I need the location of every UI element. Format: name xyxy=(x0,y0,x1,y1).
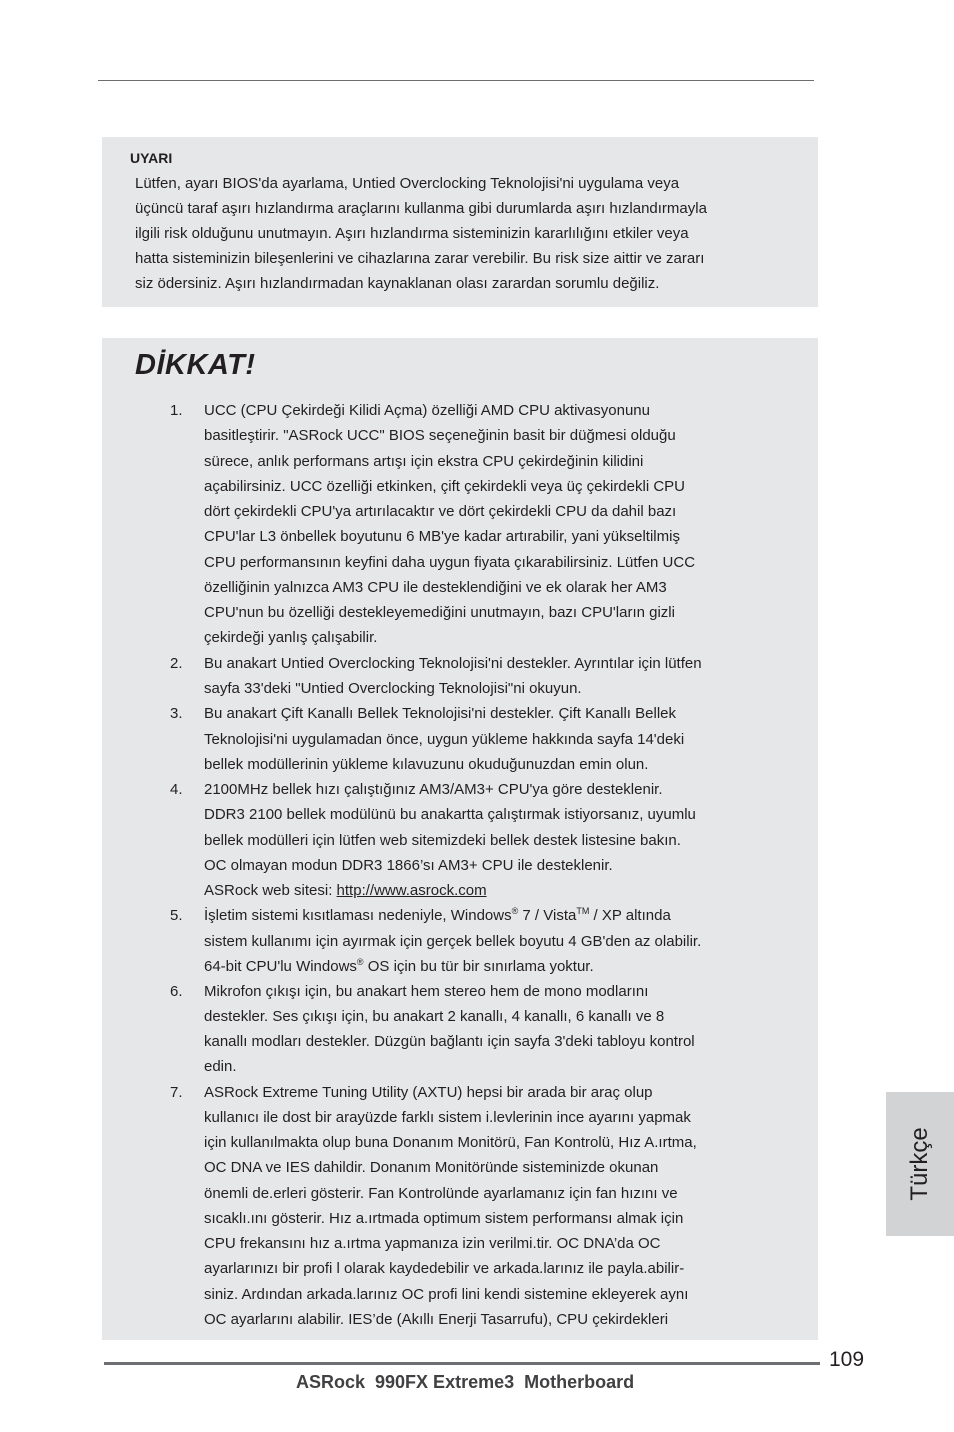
top-divider xyxy=(98,80,814,81)
list-item-line: bellek modüllerinin yükleme kılavuzunu okuduğunuzdan emin olun. xyxy=(204,756,649,773)
list-item-line: Bu anakart Çift Kanallı Bellek Teknolojisi'ni destekler. Çift Kanallı Bellek xyxy=(204,705,676,722)
list-item-line: dört çekirdekli CPU'ya artırılacaktır ve dört çekirdekli CPU da dahil bazı xyxy=(204,503,677,520)
list-item-line: için kullanılmakta olup buna Donanım Monitörü, Fan Kontrolü, Hız A.ırtma, xyxy=(204,1134,697,1151)
list-item-line: CPU'lar L3 önbellek boyutunu 6 MB'ye kadar artırabilir, yani yükseltilmiş xyxy=(204,528,680,545)
asrock-website-link[interactable]: http://www.asrock.com xyxy=(336,882,487,899)
list-item-line: sürece, anlık performans artışı için ekstra CPU çekirdeğinin kilidini xyxy=(204,453,644,470)
list-item-line: siniz. Ardından arkada.larınız OC profi lini kendi sistemine ekleyerek aynı xyxy=(204,1286,689,1303)
list-item-line xyxy=(204,907,671,924)
language-tab-label: Türkçe xyxy=(906,1127,933,1201)
list-item-line: DDR3 2100 bellek modülünü bu anakartta çalıştırmak istiyorsanız, uyumlu xyxy=(204,806,696,823)
os-text: OS için bu tür bir sınırlama yoktur. xyxy=(363,958,594,975)
list-item-line: özelliğinin yalnızca AM3 CPU ile desteklendiğini ve ek olarak her AM3 xyxy=(204,579,667,596)
page-number: 109 xyxy=(829,1348,865,1371)
caution-title: DİKKAT! xyxy=(135,349,256,381)
list-number: 7. xyxy=(170,1084,183,1101)
list-item-line: bellek modülleri için lütfen web sitemizdeki bellek destek listesine bakın. xyxy=(204,832,681,849)
list-item-line xyxy=(204,882,487,899)
list-item-line: OC DNA ve IES dahildir. Donanım Monitöründe sisteminizde okunan xyxy=(204,1159,659,1176)
list-item-line: sistem kullanımı için ayırmak için gerçek bellek boyutu 4 GB'den az olabilir. xyxy=(204,933,702,950)
list-item-line: açabilirsiniz. UCC özelliği etkinken, çift çekirdekli veya üç çekirdekli CPU xyxy=(204,478,685,495)
list-number: 4. xyxy=(170,781,183,798)
list-number: 3. xyxy=(170,705,183,722)
os-text: İşletim sistemi kısıtlaması nedeniyle, Windows xyxy=(204,907,512,924)
list-item-line: CPU frekansını hız a.ırtma yapmanıza izin verilmi.tir. OC DNA’da OC xyxy=(204,1235,661,1252)
list-item-line: basitleştirir. "ASRock UCC" BIOS seçeneğinin basit bir düğmesi olduğu xyxy=(204,427,676,444)
trademark-mark: TM xyxy=(576,906,590,916)
warning-line: üçüncü taraf aşırı hızlandırma araçlarını kullanma gibi durumlarda aşırı hızlandırmayla xyxy=(135,200,707,217)
warning-line: ilgili risk olduğunu unutmayın. Aşırı hızlandırma sisteminizin kararlılığını etkiler veya xyxy=(135,225,689,242)
list-item-line: kanallı modları destekler. Düzgün bağlantı için sayfa 3'deki tabloyu kontrol xyxy=(204,1033,695,1050)
footer-divider xyxy=(104,1362,820,1365)
list-item-line: çekirdeği yanlış çalışabilir. xyxy=(204,629,378,646)
list-number: 6. xyxy=(170,983,183,1000)
website-label: ASRock web sitesi: xyxy=(204,882,337,899)
list-item-line: edin. xyxy=(204,1058,237,1075)
warning-title: UYARI xyxy=(130,150,173,166)
os-text: 64-bit CPU'lu Windows xyxy=(204,958,357,975)
os-text: / XP altında xyxy=(589,907,671,924)
list-item-line: sıcaklı.ını gösterir. Hız a.ırtmada optimum sistem performansı almak için xyxy=(204,1210,684,1227)
warning-line: Lütfen, ayarı BIOS'da ayarlama, Untied Overclocking Teknolojisi'ni uygulama veya xyxy=(135,175,680,192)
footer-title: ASRock 990FX Extreme3 Motherboard xyxy=(296,1372,635,1392)
list-number: 5. xyxy=(170,907,183,924)
warning-line: hatta sisteminizin bileşenlerini ve cihazlarına zarar verebilir. Bu risk size aittir ve zararı xyxy=(135,250,705,267)
registered-mark: ® xyxy=(356,957,364,967)
list-item-line: OC olmayan modun DDR3 1866’sı AM3+ CPU ile desteklenir. xyxy=(204,857,613,874)
list-item-line: kullanıcı ile dost bir arayüzde farklı sistem i.levlerinin ince ayarını yapmak xyxy=(204,1109,691,1126)
list-number: 2. xyxy=(170,655,183,672)
list-number: 1. xyxy=(170,402,183,419)
list-item-line: CPU'nun bu özelliği destekleyemediğini unutmayın, bazı CPU'ların gizli xyxy=(204,604,675,621)
list-item-line xyxy=(204,958,594,975)
list-item-line: ASRock Extreme Tuning Utility (AXTU) hepsi bir arada bir araç olup xyxy=(204,1084,653,1101)
list-item-line: CPU performansının keyfini daha uygun fiyata çıkarabilirsiniz. Lütfen UCC xyxy=(204,554,696,571)
list-item-line: Mikrofon çıkışı için, bu anakart hem stereo hem de mono modlarını xyxy=(204,983,649,1000)
registered-mark: ® xyxy=(511,906,519,916)
warning-line: siz ödersiniz. Aşırı hızlandırmadan kaynaklanan olası zarardan sorumlu değiliz. xyxy=(135,275,660,292)
list-item-line: Teknolojisi'ni uygulamadan önce, uygun yükleme hakkında sayfa 14'deki xyxy=(204,731,685,748)
list-item-line: OC ayarlarını alabilir. IES’de (Akıllı Enerji Tasarrufu), CPU çekirdekleri xyxy=(204,1311,669,1328)
list-item-line: ayarlarınızı bir profi l olarak kaydedebilir ve arkada.larınız ile payla.abilir- xyxy=(204,1260,685,1277)
list-item-line: 2100MHz bellek hızı çalıştığınız AM3/AM3+ CPU'ya göre desteklenir. xyxy=(204,781,663,798)
list-item-line: önemli de.erleri gösterir. Fan Kontrolünde ayarlamanız için fan hızını ve xyxy=(204,1185,678,1202)
list-item-line: UCC (CPU Çekirdeği Kilidi Açma) özelliği AMD CPU aktivasyonunu xyxy=(204,402,650,419)
os-text: 7 / Vista xyxy=(518,907,577,924)
list-item-line: Bu anakart Untied Overclocking Teknolojisi'ni destekler. Ayrıntılar için lütfen xyxy=(204,655,702,672)
list-item-line: sayfa 33'deki "Untied Overclocking Teknolojisi"ni okuyun. xyxy=(204,680,582,697)
list-item-line: destekler. Ses çıkışı için, bu anakart 2 kanallı, 4 kanallı, 6 kanallı ve 8 xyxy=(204,1008,665,1025)
